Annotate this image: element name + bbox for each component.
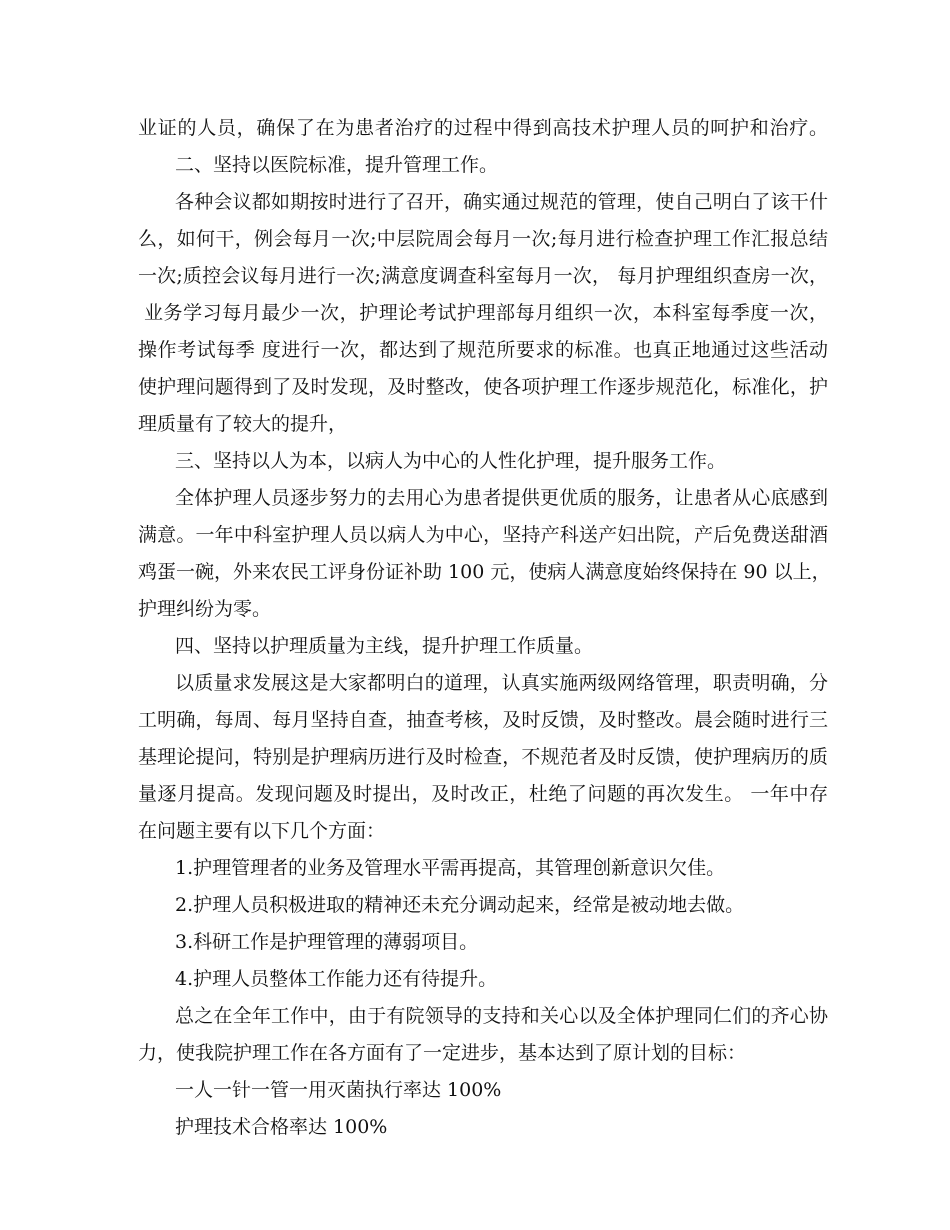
paragraph-line: 护理纠纷为零。 <box>138 598 272 620</box>
paragraph-line: 基理论提问，特别是护理病历进行及时检查，不规范者及时反馈，使护理病历的质 <box>138 746 828 768</box>
paragraph-line: 在问题主要有以下几个方面： <box>138 820 386 842</box>
paragraph-line: 么，如何干，例会每月一次;中层院周会每月一次;每月进行检查护理工作汇报总结 <box>138 228 828 250</box>
target-item: 一人一针一管一用灭菌执行率达 100% <box>175 1079 502 1101</box>
paragraph-line: 使护理问题得到了及时发现，及时整改，使各项护理工作逐步规范化，标准化，护 <box>138 376 828 398</box>
paragraph-line: 业证的人员，确保了在为患者治疗的过程中得到高技术护理人员的呵护和治疗。 <box>138 117 828 139</box>
list-item: 2.护理人员积极进取的精神还未充分调动起来，经常是被动地去做。 <box>175 894 745 916</box>
paragraph-line: 鸡蛋一碗，外来农民工评身份证补助 100 元，使病人满意度始终保持在 90 以上， <box>138 561 831 583</box>
target-item: 护理技术合格率达 100% <box>175 1116 388 1138</box>
paragraph-line: 理质量有了较大的提升， <box>138 413 348 435</box>
list-item: 1.护理管理者的业务及管理水平需再提高，其管理创新意识欠佳。 <box>175 857 726 879</box>
paragraph-line: 全体护理人员逐步努力的去用心为患者提供更优质的服务，让患者从心底感到 <box>175 487 828 509</box>
paragraph-line: 总之在全年工作中，由于有院领导的支持和关心以及全体护理同仁们的齐心协 <box>175 1005 828 1027</box>
paragraph-line: 量逐月提高。发现问题及时提出，及时改正，杜绝了问题的再次发生。 一年中存 <box>138 783 828 805</box>
paragraph-line: 力，使我院护理工作在各方面有了一定进步，基本达到了原计划的目标： <box>138 1042 747 1064</box>
paragraph-line: 工明确，每周、每月坚持自查，抽查考核，及时反馈，及时整改。晨会随时进行三 <box>138 709 828 731</box>
section-heading-3: 三、坚持以人为本，以病人为中心的人性化护理，提升服务工作。 <box>175 450 727 472</box>
paragraph-line: 满意。一年中科室护理人员以病人为中心，坚持产科送产妇出院，产后免费送甜酒 <box>138 524 828 546</box>
paragraph-line: 业务学习每月最少一次，护理论考试护理部每月组织一次，本科室每季度一次， <box>144 302 828 324</box>
paragraph-line: 以质量求发展这是大家都明白的道理，认真实施两级网络管理，职责明确，分 <box>175 672 828 694</box>
paragraph-line: 一次;质控会议每月进行一次;满意度调查科室每月一次， 每月护理组织查房一次， <box>138 265 828 287</box>
paragraph-line: 各种会议都如期按时进行了召开，确实通过规范的管理，使自己明白了该干什 <box>175 191 828 213</box>
list-item: 3.科研工作是护理管理的薄弱项目。 <box>175 931 479 953</box>
list-item: 4.护理人员整体工作能力还有待提升。 <box>175 968 498 990</box>
paragraph-line: 操作考试每季 度进行一次，都达到了规范所要求的标准。也真正地通过这些活动 <box>138 339 828 361</box>
section-heading-2: 二、坚持以医院标准，提升管理工作。 <box>175 154 499 176</box>
section-heading-4: 四、坚持以护理质量为主线，提升护理工作质量。 <box>175 635 594 657</box>
